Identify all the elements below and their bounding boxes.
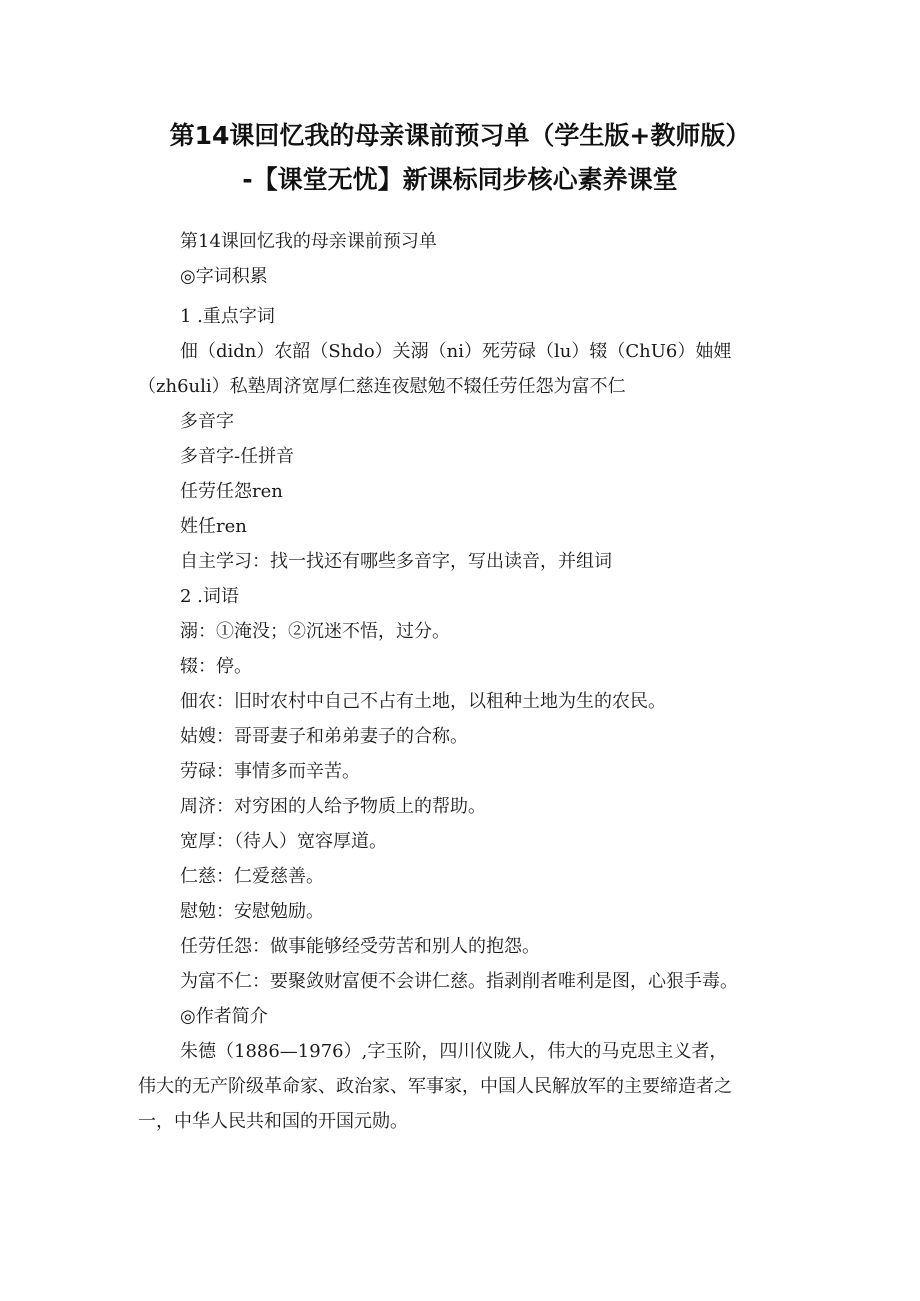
author-bio-line-3: 一，中华人民共和国的开国元勋。 [138,1111,408,1132]
definition-item: 为富不仁：要聚敛财富便不会讲仁慈。指剥削者唯利是图，心狠手毒。 [180,971,738,992]
definition-item: 慰勉：安慰勉励。 [180,901,324,922]
subsection-heading-words: 2 .词语 [180,586,239,607]
polyphone-example-1: 任劳任怨ren [180,481,283,502]
definition-item: 佃农：旧时农村中自己不占有土地，以租种土地为生的农民。 [180,691,666,712]
document-title-line-1: 第14课回忆我的母亲课前预习单（学生版+教师版） [169,121,751,150]
self-study-instruction: 自主学习：找一找还有哪些多音字，写出读音，并组词 [180,551,612,572]
key-words-line-1: 佃（didn）农韶（Shdo）关溺（ni）死劳碌（lu）辍（ChU6）妯娌 [180,341,732,362]
lesson-heading: 第14课回忆我的母亲课前预习单 [180,231,437,252]
polyphone-example-2: 姓任ren [180,516,247,537]
key-words-line-2: （zh6uli）私塾周济宽厚仁慈连夜慰勉不辍任劳任怨为富不仁 [138,376,626,397]
definition-item: 仁慈：仁爱慈善。 [180,866,324,887]
definition-item: 任劳任怨：做事能够经受劳苦和别人的抱怨。 [180,936,540,957]
definition-item: 姑嫂：哥哥妻子和弟弟妻子的合称。 [180,726,468,747]
section-heading-author: ◎作者简介 [180,1006,268,1027]
definition-item: 宽厚：（待人）宽容厚道。 [180,831,387,852]
author-bio-line-2: 伟大的无产阶级革命家、政治家、军事家，中国人民解放军的主要缔造者之 [138,1076,732,1097]
document-title-line-2: -【课堂无忧】新课标同步核心素养课堂 [242,165,678,194]
polyphone-heading: 多音字 [180,411,234,432]
section-heading-vocabulary: ◎字词积累 [180,266,268,287]
definition-item: 辍：停。 [180,656,252,677]
subsection-heading-key-words: 1 .重点字词 [180,306,275,327]
definition-item: 周济：对穷困的人给予物质上的帮助。 [180,796,486,817]
definition-item: 溺：①淹没；②沉迷不悟，过分。 [180,621,450,642]
polyphone-pinyin-heading: 多音字-任拼音 [180,446,295,467]
author-bio-line-1: 朱德（1886—1976）,字玉阶，四川仪陇人，伟大的马克思主义者， [180,1041,728,1062]
definition-item: 劳碌：事情多而辛苦。 [180,761,360,782]
